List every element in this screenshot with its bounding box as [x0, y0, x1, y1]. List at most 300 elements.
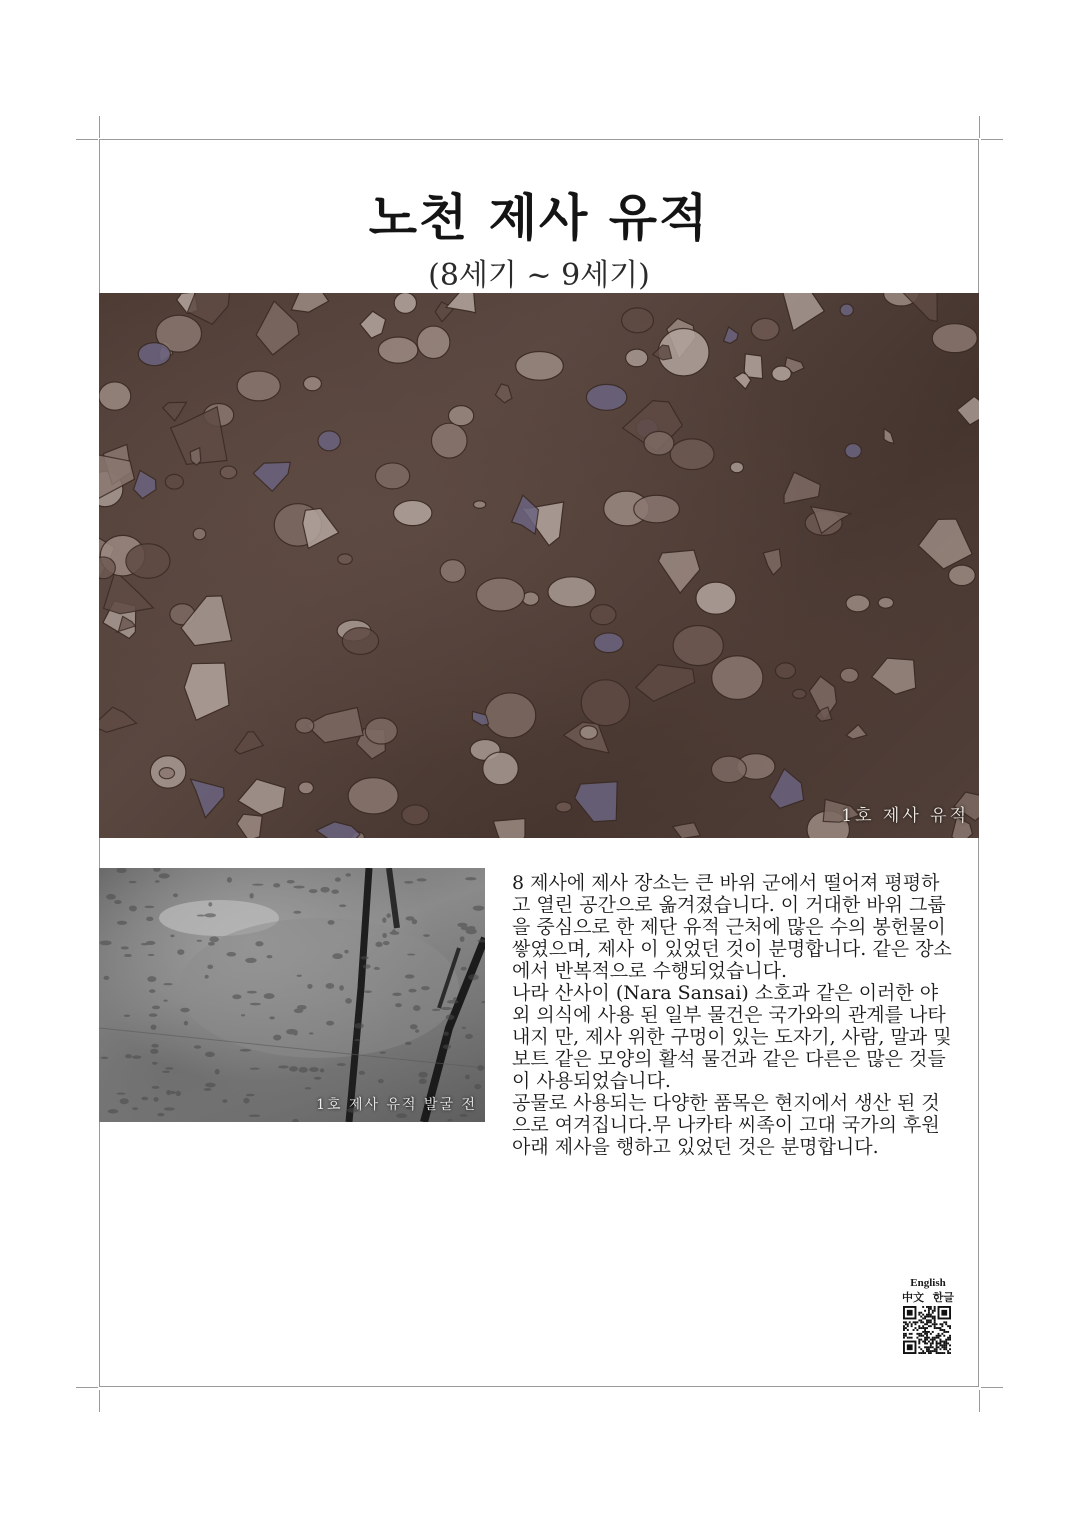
qr-module	[907, 1323, 909, 1325]
leaf	[380, 1051, 386, 1053]
qr-module	[932, 1337, 934, 1339]
leaf	[197, 915, 206, 917]
qr-module	[938, 1333, 940, 1335]
qr-module	[913, 1321, 915, 1323]
qr-code-icon[interactable]	[903, 1306, 951, 1354]
leaf	[289, 1066, 298, 1072]
pottery-sherd	[846, 725, 867, 740]
pottery-sherd	[932, 324, 977, 353]
qr-module	[936, 1323, 938, 1325]
qr-module	[911, 1323, 913, 1325]
leaf	[125, 1054, 132, 1058]
pottery-sherd	[417, 326, 450, 359]
qr-module	[916, 1337, 918, 1339]
qr-module	[920, 1316, 922, 1318]
qr-module	[918, 1314, 920, 1316]
qr-module	[926, 1333, 928, 1335]
leaf	[297, 975, 302, 977]
qr-module	[943, 1335, 945, 1337]
leaf	[269, 1016, 274, 1019]
language-link-english[interactable]: English	[910, 1277, 946, 1289]
qr-module	[947, 1339, 949, 1341]
pottery-sherd	[307, 708, 364, 743]
qr-module	[924, 1323, 926, 1325]
pottery-sherd	[512, 495, 539, 534]
pottery-sherd	[348, 778, 398, 814]
leaf	[460, 936, 465, 942]
leaf	[473, 905, 485, 910]
pottery-sherd	[670, 439, 714, 470]
paragraph: 나라 산사이 (Nara Sansai) 소호과 같은 이러한 야외 의식에 사용 된 일부 물건은 국가와의 관계를 나타내지 만, 제사 위한 구멍이 있는 도자기, 사람, 말과 및 보트 같은 모양의 활석 물건과 같은 다른은 많은 것들이 사용되었습니다.	[512, 982, 952, 1092]
leaf	[208, 902, 212, 906]
qr-module	[928, 1321, 930, 1323]
qr-module	[928, 1312, 930, 1314]
qr-module	[930, 1350, 932, 1352]
leaf	[287, 880, 295, 884]
pottery-sherd	[872, 658, 916, 694]
qr-module	[934, 1308, 936, 1310]
qr-module	[928, 1325, 930, 1327]
leaf	[100, 940, 112, 945]
leaf	[273, 1035, 281, 1041]
leaf	[421, 986, 430, 990]
qr-module	[911, 1333, 913, 1335]
leaf	[335, 877, 341, 881]
leaf	[410, 1024, 418, 1029]
qr-module	[926, 1335, 928, 1337]
qr-module	[930, 1314, 932, 1316]
leaf	[227, 877, 232, 883]
pottery-sherd	[303, 508, 339, 548]
qr-module	[916, 1321, 918, 1323]
leaf	[149, 989, 155, 993]
leaf	[392, 993, 401, 996]
pottery-sherd	[163, 402, 187, 421]
leaf	[245, 958, 257, 963]
qr-module	[947, 1331, 949, 1333]
leaf	[267, 955, 273, 958]
leaf	[354, 1039, 360, 1041]
pottery-sherd	[580, 726, 598, 740]
qr-module	[918, 1352, 920, 1354]
pottery-sherd	[440, 560, 465, 583]
qr-module	[938, 1327, 940, 1329]
qr-module	[928, 1308, 930, 1310]
leaf	[457, 923, 467, 927]
leaf	[241, 1014, 245, 1016]
leaf	[443, 1032, 449, 1036]
leaf	[165, 1067, 173, 1069]
pottery-sherd	[220, 466, 237, 479]
leaf	[153, 1097, 158, 1102]
leaf	[177, 949, 184, 955]
leaf	[153, 868, 161, 872]
qr-module	[918, 1342, 920, 1344]
qr-module	[924, 1346, 926, 1348]
leaf	[326, 1021, 334, 1026]
qr-module	[907, 1329, 909, 1331]
qr-module	[926, 1339, 928, 1341]
pottery-sherd	[191, 779, 225, 818]
qr-module	[922, 1306, 924, 1308]
leaf	[197, 940, 202, 942]
leaf	[465, 1034, 473, 1039]
pottery-sherd	[626, 349, 648, 367]
leaf	[354, 1023, 364, 1029]
qr-module	[949, 1339, 951, 1341]
qr-module	[939, 1342, 941, 1344]
qr-module	[920, 1335, 922, 1337]
photo-caption: 1호 제사 유적 발굴 전	[316, 1097, 477, 1113]
qr-module	[918, 1312, 920, 1314]
leaf	[407, 954, 415, 956]
pottery-sherd	[237, 371, 280, 401]
qr-module	[936, 1344, 938, 1346]
leaf	[337, 1063, 346, 1066]
leaf	[299, 1067, 308, 1073]
qr-module	[945, 1348, 947, 1350]
leaf	[309, 1032, 313, 1034]
qr-module	[943, 1348, 945, 1350]
leaf	[129, 905, 137, 911]
leaf	[405, 974, 415, 978]
leaf	[396, 1113, 407, 1118]
leaf	[346, 873, 351, 876]
pottery-sherd	[238, 779, 285, 815]
leaf	[447, 1000, 459, 1004]
leaf	[320, 887, 329, 893]
leaf	[250, 1068, 260, 1070]
leaf	[180, 1008, 189, 1013]
leaf	[255, 941, 263, 946]
pottery-sherd	[394, 293, 416, 313]
leaf	[226, 952, 236, 957]
leaf	[360, 956, 368, 959]
paragraph: 공물로 사용되는 다양한 품목은 현지에서 생산 된 것으로 여겨집니다.무 나카타 씨족이 고대 국가의 후원 아래 제사을 행하고 있었던 것은 분명합니다.	[512, 1092, 940, 1158]
leaf	[383, 941, 390, 945]
pottery-sherd	[673, 626, 723, 666]
qr-module	[941, 1333, 943, 1335]
leaf	[116, 1093, 125, 1095]
qr-module	[932, 1341, 934, 1343]
leaf	[278, 1065, 289, 1068]
language-link-korean[interactable]: 한글	[932, 1292, 954, 1304]
pottery-sherd	[548, 577, 596, 607]
qr-module	[928, 1341, 930, 1343]
leaf	[465, 877, 476, 880]
pottery-sherd	[394, 500, 432, 525]
qr-module	[947, 1350, 949, 1352]
crop-mark	[981, 1387, 1003, 1388]
leaf	[184, 1021, 188, 1026]
qr-module	[909, 1337, 911, 1339]
pottery-sherd	[493, 819, 525, 839]
qr-module	[939, 1335, 941, 1337]
leaf	[339, 904, 346, 907]
leaf	[477, 1065, 484, 1071]
qr-module	[918, 1325, 920, 1327]
leaf	[415, 1029, 419, 1032]
qr-module	[920, 1352, 922, 1354]
qr-module	[903, 1321, 905, 1323]
pottery-sherd	[375, 463, 409, 489]
leaf	[250, 893, 254, 899]
leaf	[148, 954, 155, 956]
pottery-sherd	[99, 382, 131, 410]
pottery-sherd	[581, 680, 629, 726]
pottery-sherd	[696, 582, 736, 614]
pre-excavation-photo	[99, 868, 485, 1122]
qr-module	[924, 1327, 926, 1329]
qr-module	[924, 1342, 926, 1344]
pottery-sherd	[360, 311, 386, 338]
leaf	[151, 1044, 158, 1048]
pottery-sherd	[770, 769, 804, 808]
qr-module	[916, 1329, 918, 1331]
leaf	[121, 946, 129, 949]
leaf	[363, 964, 371, 969]
pottery-sherd	[485, 693, 536, 738]
crop-mark	[99, 1390, 100, 1412]
qr-module	[920, 1339, 922, 1341]
leaf	[345, 998, 352, 1004]
qr-module	[943, 1344, 945, 1346]
leaf	[331, 890, 338, 894]
qr-module	[932, 1346, 934, 1348]
leaf	[382, 933, 387, 938]
qr-module	[939, 1327, 941, 1329]
qr-module	[926, 1319, 928, 1321]
qr-module	[926, 1323, 928, 1325]
leaf	[124, 1014, 130, 1016]
leaf	[163, 983, 173, 985]
qr-module	[938, 1342, 940, 1344]
qr-module	[945, 1341, 947, 1343]
qr-module	[926, 1331, 928, 1333]
leaf	[106, 894, 116, 900]
qr-module	[938, 1337, 940, 1339]
qr-module	[934, 1339, 936, 1341]
leaf	[205, 975, 209, 979]
qr-module	[934, 1319, 936, 1321]
qr-module	[909, 1321, 911, 1323]
qr-module	[907, 1337, 909, 1339]
qr-module	[936, 1346, 938, 1348]
leaf	[466, 928, 477, 934]
qr-module	[922, 1335, 924, 1337]
qr-module	[932, 1339, 934, 1341]
leaf	[141, 943, 149, 945]
qr-module	[905, 1333, 907, 1335]
qr-module	[934, 1348, 936, 1350]
leaf	[305, 1087, 311, 1089]
qr-module	[903, 1333, 905, 1335]
qr-module	[922, 1352, 924, 1354]
leaf	[481, 1001, 485, 1003]
pottery-sherd	[193, 528, 206, 539]
leaf	[292, 1119, 299, 1122]
qr-module	[941, 1323, 943, 1325]
qr-module	[928, 1346, 930, 1348]
pottery-sherd	[949, 565, 976, 585]
qr-module	[924, 1318, 926, 1320]
leaf	[246, 1094, 255, 1097]
leaf	[375, 942, 382, 947]
qr-module	[928, 1316, 930, 1318]
pottery-sherd	[378, 337, 417, 363]
leaf	[149, 1013, 158, 1017]
qr-module	[926, 1350, 928, 1352]
qr-module	[934, 1325, 936, 1327]
qr-module	[936, 1327, 938, 1329]
qr-module	[943, 1341, 945, 1343]
leaf	[382, 917, 386, 923]
qr-module	[907, 1325, 909, 1327]
leaf	[309, 889, 318, 893]
qr-module	[945, 1342, 947, 1344]
qr-module	[920, 1319, 922, 1321]
qr-module	[934, 1327, 936, 1329]
qr-module	[934, 1316, 936, 1318]
qr-module	[928, 1352, 930, 1354]
qr-module	[913, 1329, 915, 1331]
leaf	[432, 1009, 440, 1011]
qr-module	[926, 1306, 928, 1308]
qr-module	[930, 1306, 932, 1308]
qr-module	[945, 1344, 947, 1346]
leaf	[204, 913, 216, 917]
leaf	[147, 976, 156, 982]
qr-module	[911, 1337, 913, 1339]
leaf	[208, 942, 215, 946]
leaf	[116, 868, 126, 873]
qr-module	[930, 1352, 932, 1354]
language-link-chinese[interactable]: 中文	[901, 1292, 924, 1304]
qr-module	[949, 1335, 951, 1337]
qr-module	[924, 1310, 926, 1312]
qr-module	[928, 1310, 930, 1312]
qr-module	[934, 1337, 936, 1339]
qr-module	[932, 1312, 934, 1314]
pottery-sherd	[316, 822, 360, 838]
leaf	[423, 934, 430, 937]
qr-module	[943, 1342, 945, 1344]
page-title: 노천 제사 유적	[368, 188, 710, 247]
qr-module	[924, 1339, 926, 1341]
leaf	[309, 1067, 319, 1072]
pottery-sherd	[590, 605, 616, 625]
qr-module	[924, 1352, 926, 1354]
leaf	[359, 1071, 365, 1075]
leaf	[150, 1049, 158, 1054]
paragraph: 8 제사에 제사 장소는 큰 바위 군에서 떨어져 평평하고 열린 공간으로 옮겨졌습니다. 이 거대한 바위 그룹을 중심으로 한 제단 유적 근처에 많은 수의 봉헌물이 쌓였으며, 제사 이 있었던 것이 분명합니다. 같은 장소에서 반복적으로 수행되었습니다.	[512, 872, 952, 982]
qr-module	[922, 1321, 924, 1323]
pottery-sherd	[99, 707, 137, 732]
leaf	[117, 921, 127, 925]
pottery-sherd	[918, 519, 972, 569]
leaf	[164, 1107, 175, 1110]
qr-module	[916, 1333, 918, 1335]
qr-module	[928, 1314, 930, 1316]
qr-module	[920, 1327, 922, 1329]
qr-module	[930, 1319, 932, 1321]
qr-module	[926, 1346, 928, 1348]
qr-module	[932, 1316, 934, 1318]
qr-module	[945, 1331, 947, 1333]
qr-module	[905, 1323, 907, 1325]
leaf	[264, 993, 275, 999]
qr-module	[926, 1316, 928, 1318]
leaf	[320, 1068, 324, 1072]
pottery-sherd	[730, 462, 743, 473]
pottery-sherd	[772, 366, 791, 381]
pottery-sherd	[878, 597, 893, 608]
qr-module	[934, 1318, 936, 1320]
pottery-sherd	[634, 495, 680, 523]
excavation-photo	[99, 293, 979, 838]
qr-module	[941, 1346, 943, 1348]
qr-module	[924, 1337, 926, 1339]
qr-module	[928, 1350, 930, 1352]
leaf	[462, 1027, 466, 1029]
leaf	[108, 1109, 118, 1113]
leaf	[167, 1091, 176, 1094]
leaf	[332, 953, 342, 959]
qr-module	[932, 1310, 934, 1312]
qr-module	[947, 1352, 949, 1354]
qr-module	[949, 1344, 951, 1346]
leaf	[132, 1107, 138, 1110]
leaf	[205, 1083, 216, 1088]
qr-module	[922, 1341, 924, 1343]
leaf	[328, 920, 335, 925]
leaf	[378, 1079, 384, 1083]
qr-module	[934, 1350, 936, 1352]
leaf	[408, 989, 416, 993]
pottery-sherd	[763, 549, 781, 575]
pottery-sherd	[846, 595, 870, 612]
qr-module	[932, 1318, 934, 1320]
leaf	[163, 1000, 167, 1002]
qr-module	[949, 1327, 951, 1329]
qr-module	[922, 1331, 924, 1333]
qr-module	[941, 1329, 943, 1331]
qr-module	[941, 1344, 943, 1346]
qr-module	[930, 1316, 932, 1318]
leaf	[151, 1024, 157, 1029]
pottery-sherd	[318, 431, 340, 451]
qr-module	[947, 1337, 949, 1339]
qr-module	[949, 1325, 951, 1327]
leaf	[459, 1114, 467, 1117]
qr-module	[939, 1329, 941, 1331]
pottery-sherd	[474, 501, 486, 509]
qr-module	[930, 1339, 932, 1341]
qr-module	[920, 1333, 922, 1335]
qr-module	[930, 1325, 932, 1327]
qr-module	[903, 1337, 905, 1339]
pottery-sherd	[126, 544, 170, 578]
pottery-sherd	[495, 384, 512, 403]
leaf	[468, 974, 479, 980]
qr-module	[939, 1323, 941, 1325]
qr-module	[928, 1331, 930, 1333]
crop-mark	[979, 116, 980, 138]
qr-module	[924, 1333, 926, 1335]
qr-module	[928, 1348, 930, 1350]
pottery-sherd	[299, 782, 314, 794]
leaf	[114, 900, 122, 904]
